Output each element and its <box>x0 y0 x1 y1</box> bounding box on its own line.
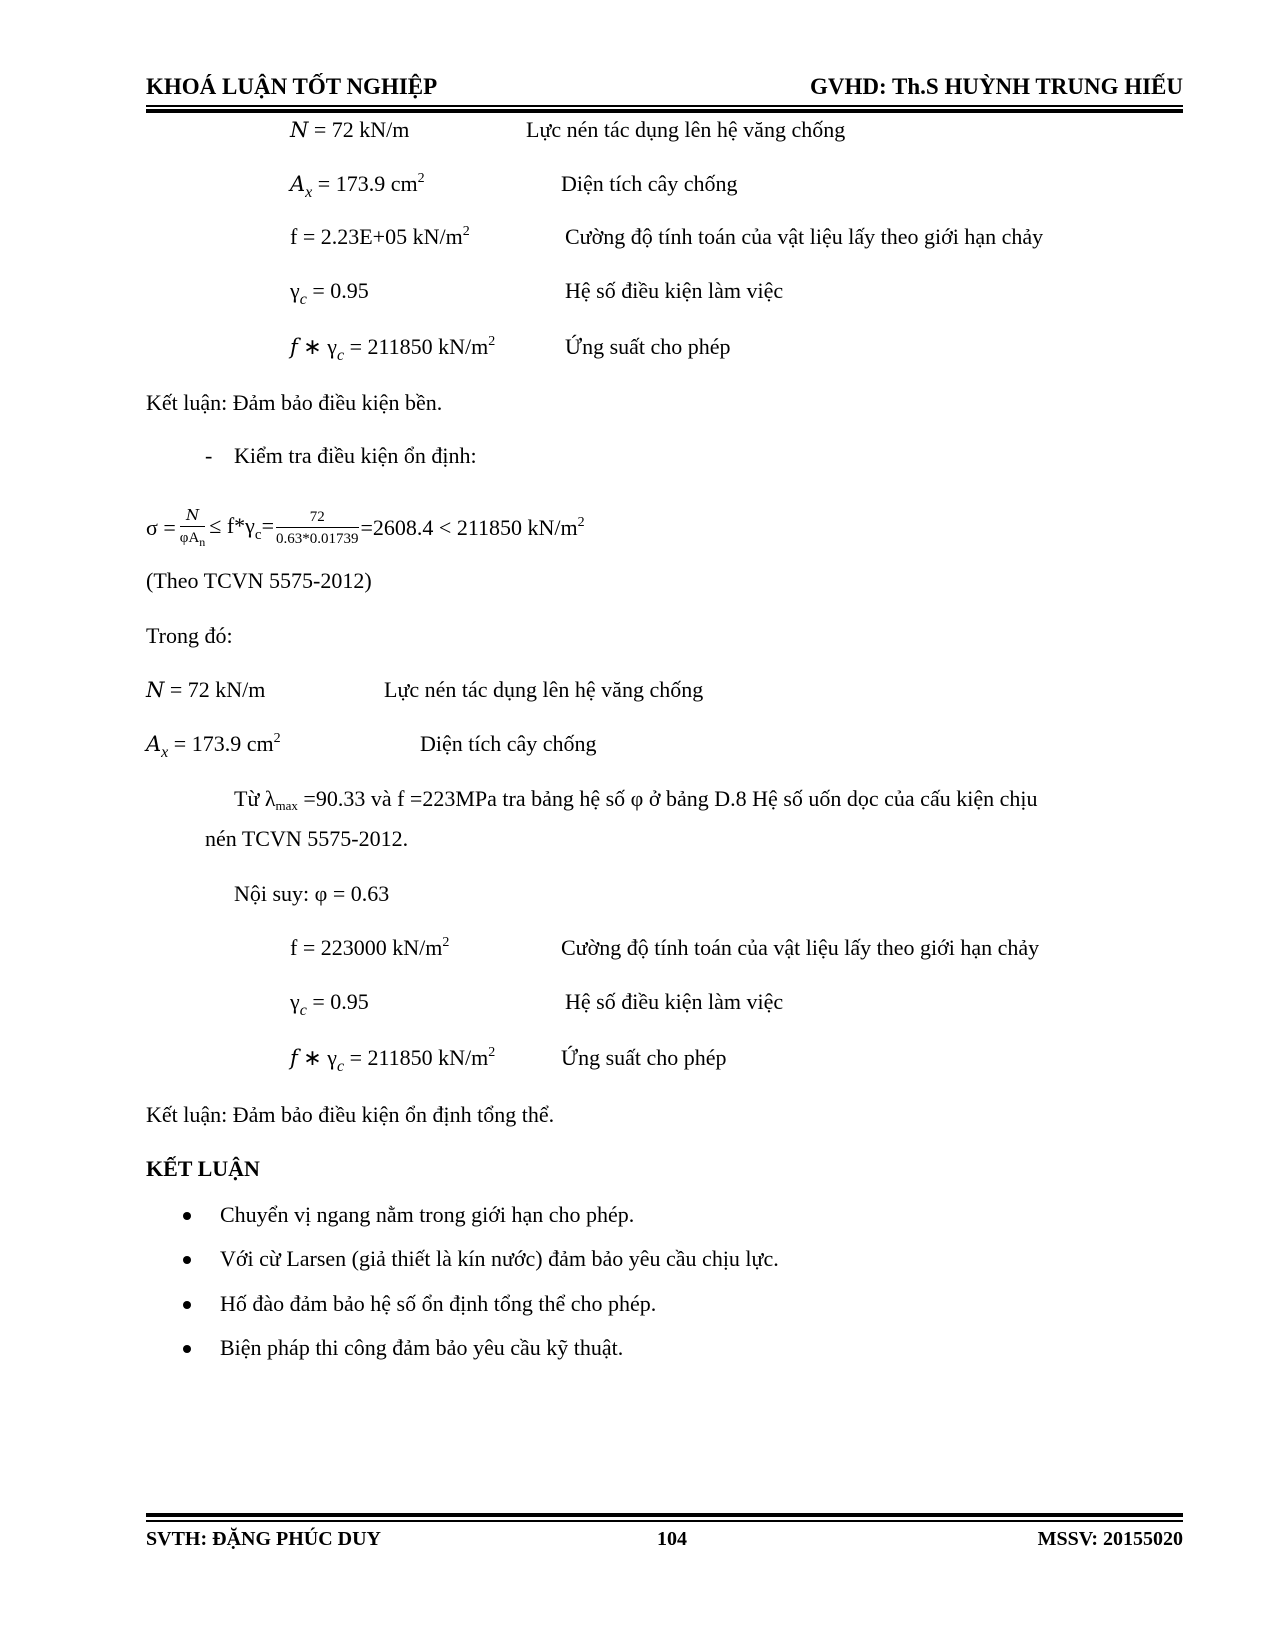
dash-marker: - <box>205 443 213 468</box>
conclusion-strength: Kết luận: Đảm bảo điều kiện bền. <box>146 390 443 415</box>
bullet-item: Với cừ Larsen (giả thiết là kín nước) đảm bảo yêu cầu chịu lực. <box>220 1246 779 1271</box>
bullet-dot <box>183 1256 191 1264</box>
n-equation-2: N = 72 kN/m <box>146 677 266 702</box>
ax-description-2: Diện tích cây chống <box>420 731 597 756</box>
standard-reference: (Theo TCVN 5575-2012) <box>146 568 372 593</box>
header-rule-thin <box>146 105 1183 107</box>
n-equation: N = 72 kN/m <box>290 117 410 142</box>
bullet-dot <box>183 1345 191 1353</box>
bullet-item: Hố đào đảm bảo hệ số ổn định tổng thể cho phép. <box>220 1291 657 1316</box>
header-rule-thick <box>146 109 1183 113</box>
header-title: KHOÁ LUẬN TỐT NGHIỆP <box>146 74 438 99</box>
interpolation-result: Nội suy: φ = 0.63 <box>234 881 390 906</box>
formula-result: =2608.4 < 211850 $kN/m^2$ <box>360 515 585 540</box>
header-supervisor: GVHD: Th.S HUỲNH TRUNG HIẾU <box>810 74 1183 99</box>
conclusion-stability: Kết luận: Đảm bảo điều kiện ổn định tổng thể. <box>146 1102 555 1127</box>
bullet-item: Biện pháp thi công đảm bảo yêu cầu kỹ thuật. <box>220 1335 624 1360</box>
formula-fraction-1: $\frac{N}{\varphi A_n}$ <box>179 506 206 549</box>
bullet-dot <box>183 1212 191 1220</box>
bullet-item: Chuyển vị ngang nằm trong giới hạn cho phép. <box>220 1202 635 1227</box>
gamma-equation: $\gamma_c = 0.95$ <box>290 278 369 308</box>
gamma-equation-2: $\gamma_c = 0.95$ <box>290 989 369 1019</box>
n-description: Lực nén tác dụng lên hệ văng chống <box>526 117 846 142</box>
f-description: Cường độ tính toán của vật liệu lấy theo giới hạn chảy <box>565 224 1044 249</box>
stability-heading: Kiểm tra điều kiện ổn định: <box>234 443 477 468</box>
footer-rule-thick <box>146 1513 1183 1517</box>
allowable-stress-description-2: Ứng suất cho phép <box>561 1045 727 1070</box>
page-number: 104 <box>657 1528 687 1550</box>
lambda-paragraph-line-2: nén TCVN 5575-2012. <box>205 826 409 851</box>
gamma-description-2: Hệ số điều kiện làm việc <box>565 989 784 1014</box>
ax-equation: $A_x = 173.9$ $cm^2$ <box>290 171 425 201</box>
formula-le: ≤ $f*\gamma_c=$ <box>209 512 274 543</box>
f-equation-2: f = 223000 $kN/m^2$ <box>290 935 450 960</box>
footer-rule-thin <box>146 1520 1183 1522</box>
allowable-stress-equation: f ∗ $\gamma_c = 211850$ $kN/m^2$ <box>290 334 496 364</box>
f-description-2: Cường độ tính toán của vật liệu lấy theo giới hạn chảy <box>561 935 1040 960</box>
footer-student: SVTH: ĐẶNG PHÚC DUY <box>146 1528 381 1550</box>
where-label: Trong đó: <box>146 623 233 648</box>
allowable-stress-description: Ứng suất cho phép <box>565 334 731 359</box>
f-equation: f = 2.23E+05 $kN/m^2$ <box>290 224 470 249</box>
formula-sigma: σ = <box>146 515 176 540</box>
lambda-paragraph-line-1: Từ λmax =90.33 và f =223MPa tra bảng hệ số φ ở bảng D.8 Hệ số uốn dọc của cấu kiện chịu <box>234 786 1038 813</box>
n-description-2: Lực nén tác dụng lên hệ văng chống <box>384 677 704 702</box>
ax-description: Diện tích cây chống <box>561 171 738 196</box>
formula-fraction-2: $\frac{72}{0.63*0.01739}$ <box>276 508 359 547</box>
bullet-dot <box>183 1301 191 1309</box>
footer-student-id: MSSV: 20155020 <box>1037 1528 1183 1550</box>
conclusion-heading: KẾT LUẬN <box>146 1156 260 1181</box>
allowable-stress-equation-2: f ∗ $\gamma_c = 211850$ $kN/m^2$ <box>290 1045 496 1075</box>
stability-formula <box>146 498 585 558</box>
ax-equation-2: $A_x = 173.9$ $cm^2$ <box>146 731 281 761</box>
gamma-description: Hệ số điều kiện làm việc <box>565 278 784 303</box>
